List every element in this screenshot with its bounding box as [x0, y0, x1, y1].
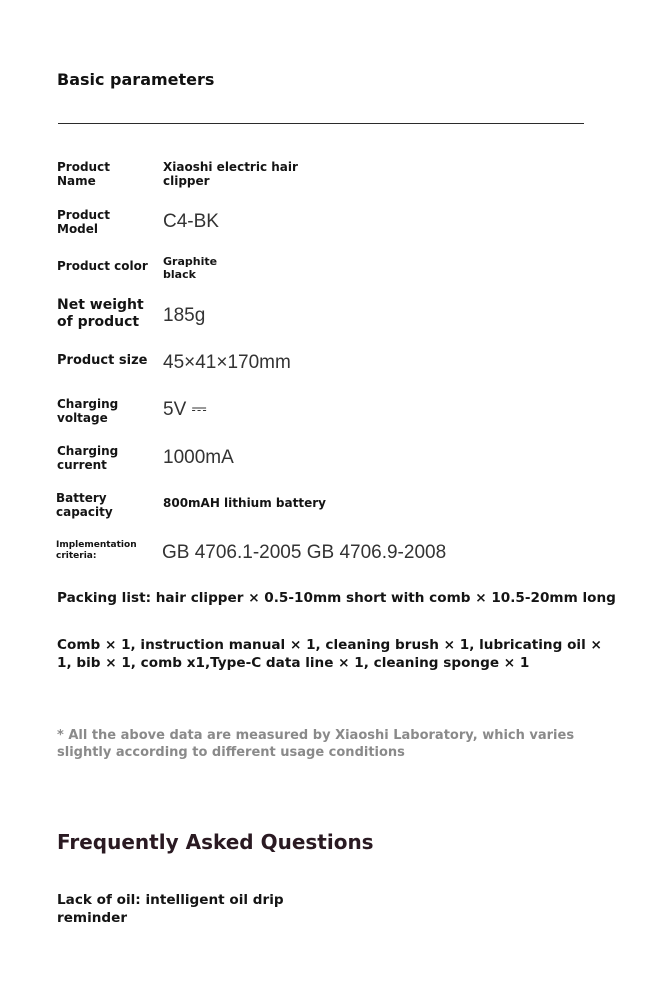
- param-value-net-weight: 185g: [163, 305, 206, 326]
- param-value-product-model: C4-BK: [163, 211, 219, 232]
- param-value-product-color: Graphite black: [163, 255, 218, 282]
- packing-list: Packing list: hair clipper × 0.5-10mm short with comb × 10.5-20mm long: [57, 590, 616, 606]
- divider: [58, 123, 584, 124]
- param-value-implementation-criteria: GB 4706.1-2005 GB 4706.9-2008: [162, 542, 447, 563]
- param-label-product-color: Product color: [57, 259, 148, 273]
- param-label-product-name: Product Name: [57, 160, 110, 189]
- param-label-battery-capacity: Battery capacity: [56, 491, 113, 520]
- section-title: Basic parameters: [57, 70, 215, 89]
- param-value-product-size: 45×41×170mm: [163, 352, 291, 373]
- param-label-product-size: Product size: [57, 353, 148, 368]
- param-label-product-model: Product Model: [57, 208, 110, 237]
- param-value-charging-voltage: 5V ⎓: [163, 399, 207, 420]
- package-contents: Comb × 1, instruction manual × 1, cleaning brush × 1, lubricating oil × 1, bib × 1, comb x1,Type-C data line × 1, cleaning sponge × 1: [57, 637, 602, 671]
- param-label-implementation-criteria: Implementation criteria:: [56, 540, 137, 561]
- measurement-note: * All the above data are measured by Xiaoshi Laboratory, which varies slightly according to different usage conditions: [57, 728, 575, 760]
- param-value-battery-capacity: 800mAH lithium battery: [163, 496, 326, 510]
- faq-title: Frequently Asked Questions: [57, 830, 374, 854]
- param-value-product-name: Xiaoshi electric hair clipper: [163, 160, 298, 189]
- param-label-charging-current: Charging current: [57, 444, 119, 473]
- param-label-net-weight: Net weight of product: [57, 297, 144, 330]
- faq-item: Lack of oil: intelligent oil drip reminder: [57, 892, 284, 926]
- param-label-charging-voltage: Charging voltage: [57, 397, 119, 426]
- param-value-charging-current: 1000mA: [163, 447, 234, 468]
